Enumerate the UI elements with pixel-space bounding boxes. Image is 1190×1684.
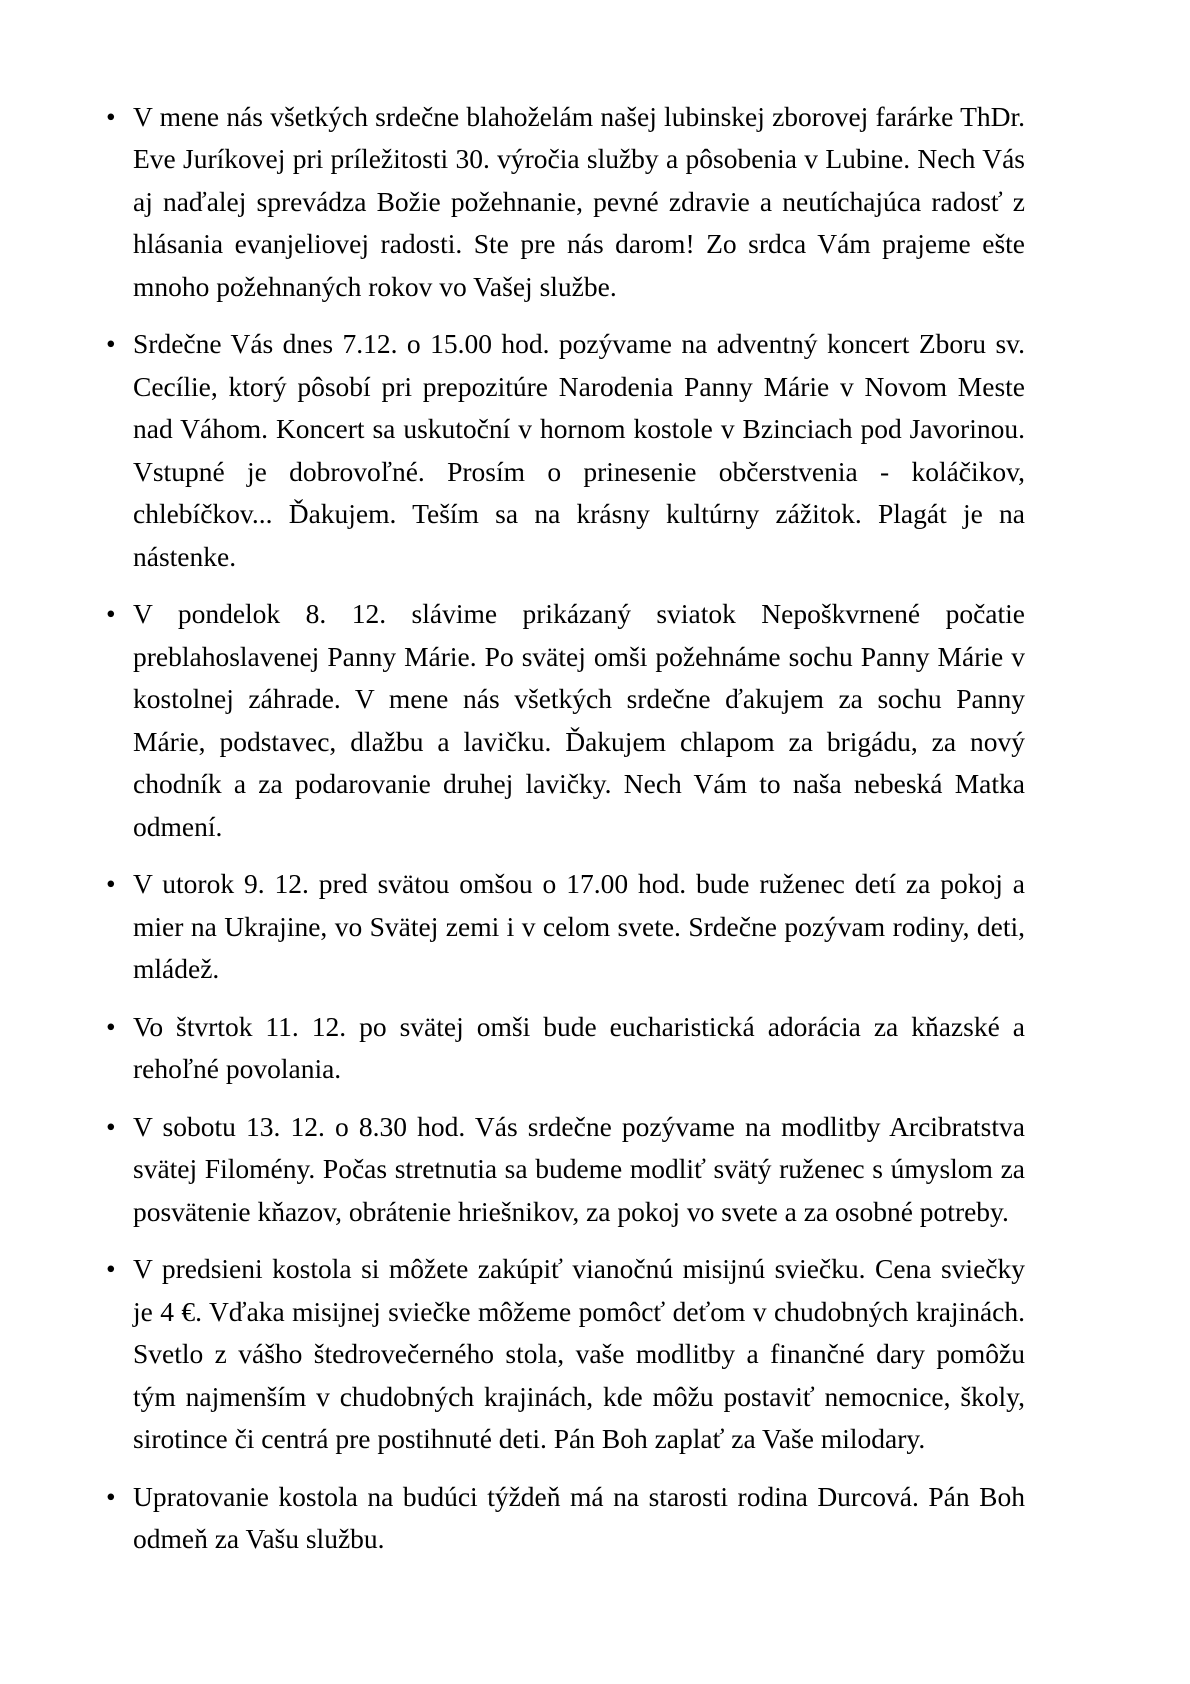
bullet-icon: • — [106, 868, 116, 900]
announcement-text: Upratovanie kostola na budúci týždeň má na starosti rodina Durcová. Pán Boh odmeň za Vašu službu. — [133, 1480, 1025, 1555]
bullet-icon: • — [106, 1480, 116, 1512]
list-item — [100, 593, 1025, 848]
bullet-icon: • — [106, 328, 116, 360]
list-item — [100, 1006, 1025, 1091]
announcement-text: V predsieni kostola si môžete zakúpiť vianočnú misijnú sviečku. Cena sviečky je 4 €. Vďaka misijnej sviečke môžeme pomôcť deťom v chudobných krajinách. Svetlo z vášho štedrovečerného stola, vaše modlitby a finančné dary pomôžu tým najmenším v chudobných krajinách, kde môžu postaviť nemocnice, školy, sirotince či centrá pre postihnuté deti. Pán Boh zaplať za Vaše milodary. — [133, 1253, 1025, 1455]
announcement-text: Vo štvrtok 11. 12. po svätej omši bude eucharistická adorácia za kňazské a rehoľné povolania. — [133, 1010, 1025, 1085]
list-item — [100, 863, 1025, 990]
announcement-text: V utorok 9. 12. pred svätou omšou o 17.00 hod. bude ruženec detí za pokoj a mier na Ukrajine, vo Svätej zemi i v celom svete. Srdečne pozývam rodiny, deti, mládež. — [133, 868, 1025, 985]
bullet-icon: • — [106, 1253, 116, 1285]
bullet-icon: • — [106, 101, 116, 132]
list-item — [100, 1106, 1025, 1233]
bullet-icon: • — [106, 598, 116, 630]
announcement-text: V pondelok 8. 12. slávime prikázaný sviatok Nepoškvrnené počatie preblahoslavenej Panny Márie. Po svätej omši požehnáme sochu Panny Márie v kostolnej záhrade. V mene nás všetkých srdečne ďakujem za sochu Panny Márie, podstavec, dlažbu a lavičku. Ďakujem chlapom za brigádu, za nový chodník a za podarovanie druhej lavičky. Nech Vám to naša nebeská Matka odmení. — [133, 598, 1025, 842]
announcement-text: V mene nás všetkých srdečne blahoželám našej lubinskej zborovej farárke ThDr. Eve Juríkovej pri príležitosti 30. výročia služby a pôsobenia v Lubine. Nech Vás aj naďalej sprevádza Božie požehnanie, pevné zdravie a neutíchajúca radosť z hlásania evanjeliovej radosti. Ste pre nás darom! Zo srdca Vám prajeme ešte mnoho požehnaných rokov vo Vašej službe. — [133, 101, 1025, 302]
bullet-icon: • — [106, 1010, 116, 1042]
list-item — [100, 323, 1025, 578]
list-item — [100, 96, 1025, 308]
announcements-body — [100, 96, 1025, 1561]
bullet-icon: • — [106, 1110, 116, 1142]
announcement-list — [100, 96, 1025, 1561]
list-item — [100, 1248, 1025, 1460]
list-item — [100, 1476, 1025, 1561]
announcement-text: V sobotu 13. 12. o 8.30 hod. Vás srdečne pozývame na modlitby Arcibratstva svätej Filomény. Počas stretnutia sa budeme modliť svätý ruženec s úmyslom za posvätenie kňazov, obrátenie hriešnikov, za pokoj vo svete a za osobné potreby. — [133, 1110, 1025, 1227]
announcement-text: Srdečne Vás dnes 7.12. o 15.00 hod. pozývame na adventný koncert Zboru sv. Cecílie, ktorý pôsobí pri prepozitúre Narodenia Panny Márie v Novom Meste nad Váhom. Koncert sa uskutoční v hornom kostole v Bzinciach pod Javorinou. Vstupné je dobrovoľné. Prosím o prinesenie občerstvenia - koláčikov, chlebíčkov... Ďakujem. Teším sa na krásny kultúrny zážitok. Plagát je na nástenke. — [133, 328, 1025, 572]
